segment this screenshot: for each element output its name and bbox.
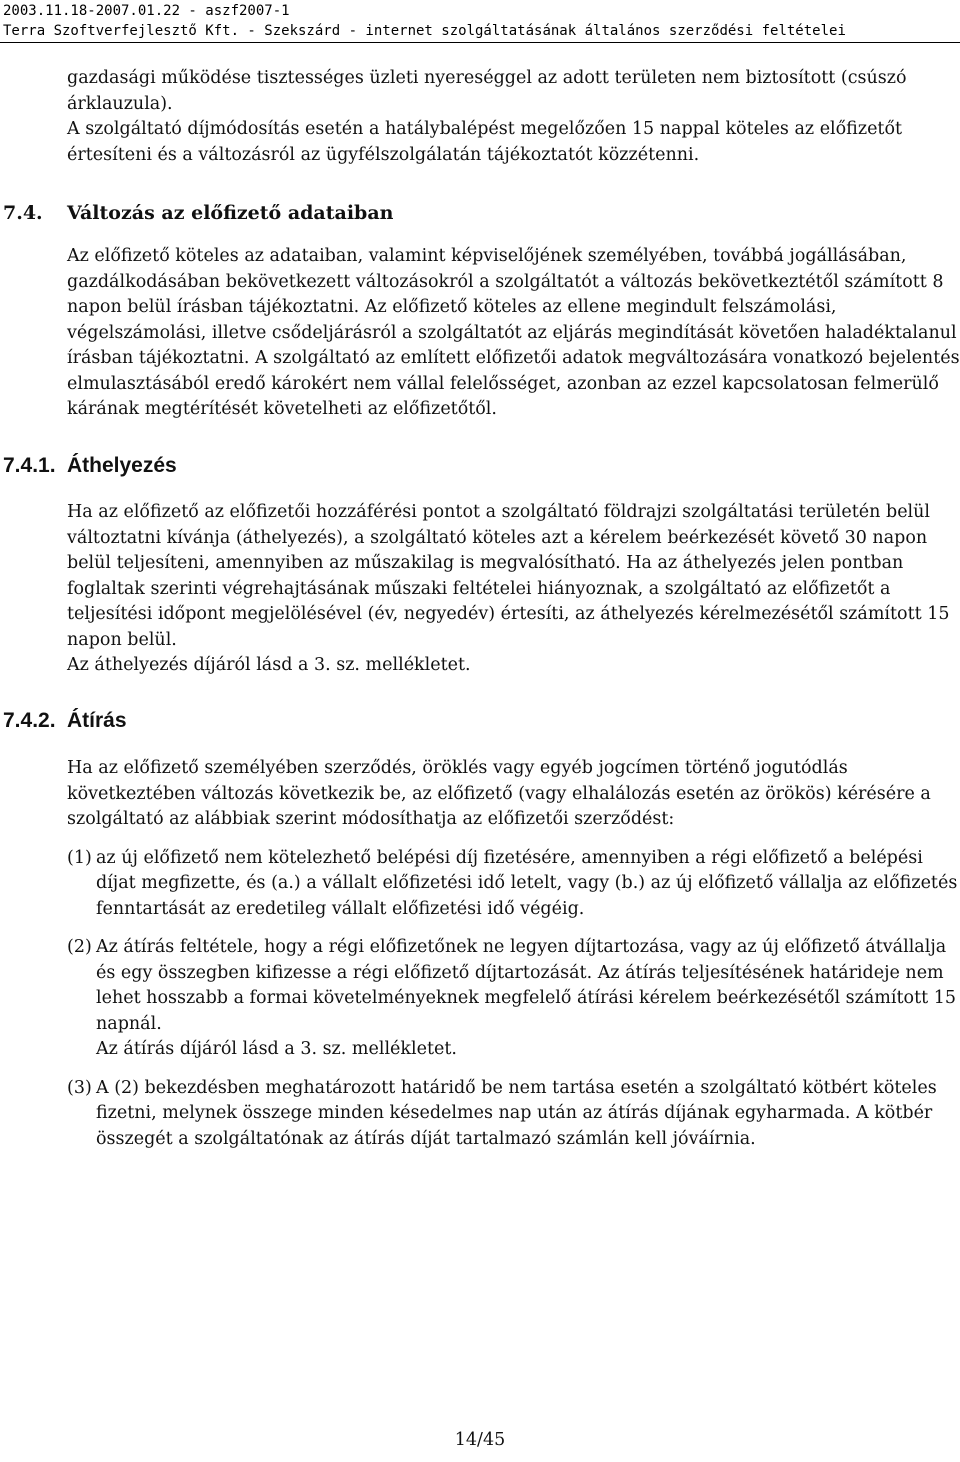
section-7-4-1-body — [67, 500, 960, 679]
list-marker: (3) — [67, 1077, 92, 1098]
intro-block — [67, 66, 960, 168]
section-number: 7.4.1. — [3, 454, 56, 477]
section-number: 7.4. — [3, 202, 43, 224]
intro-paragraph-1: gazdasági működése tisztességes üzleti nyereséggel az adott területen nem biztosított (csúszó árklauzula). — [67, 68, 907, 114]
list-item — [67, 935, 960, 1063]
header-line-1: 2003.11.18-2007.01.22 - aszf2007-1 — [3, 3, 290, 19]
section-7-4-body — [67, 244, 960, 423]
section-title: Átírás — [67, 709, 127, 732]
section-paragraph: Az előfizető köteles az adataiban, valamint képviselőjének személyében, továbbá jogállásában, gazdálkodásában bekövetkezett változásokról a szolgáltatót a változás bekövetkeztétől számított 8 napon belül írásban tájékoztatni. Az előfizető köteles az ellene megindult felszámolási, végelszámolási, illetve csődeljárásról a szolgáltatót az eljárás megindítását követően haladéktalanul írásban tájékoztatni. A szolgáltató az említett előfizetői adatok megváltozására vonatkozó bejelentés elmulasztásából eredő károkért nem vállal felelősséget, azonban az ezzel kapcsolatosan felmerülő kárának megtérítését követelheti az előfizetőtől. — [67, 246, 960, 419]
section-intro: Ha az előfizető személyében szerződés, öröklés vagy egyéb jogcímen történő jogutódlás következtében változás következik be, az előfizető (vagy elhalálozás esetén az örökös) kérésére a szolgáltató az alábbiak szerint módosíthatja az előfizetői szerződést: — [67, 758, 931, 829]
section-7-4-2-body — [67, 756, 960, 1152]
fee-note: Az áthelyezés díjáról lásd a 3. sz. mellékletet. — [67, 655, 471, 675]
section-7-4-heading — [3, 202, 393, 224]
section-paragraph: Ha az előfizető az előfizetői hozzáférési pontot a szolgáltató földrajzi szolgáltatási területén belül változtatni kívánja (áthelyezés), a szolgáltató köteles azt a kérelem beérkezését követő 30 napon belül teljesíteni, amennyiben az műszakilag is megvalósítható. Ha az áthelyezés jelen pontban foglaltak szerinti végrehajtásának műszaki feltételei hiányoznak, a szolgáltató az előfizetőt a teljesítési időpont megjelölésével (év, negyedév) értesíti, az áthelyezés kérelmezésétől számított 15 napon belül. — [67, 502, 950, 650]
list-marker: (1) — [67, 847, 92, 868]
header-line-2: Terra Szoftverfejlesztő Kft. - Szekszárd - internet szolgáltatásának általános szerződési feltételei — [3, 23, 846, 39]
section-number: 7.4.2. — [3, 709, 56, 732]
document-header — [3, 1, 846, 41]
list-item-text: Az átírás feltétele, hogy a régi előfizetőnek ne legyen díjtartozása, vagy az új előfizető átvállalja és egy összegben kifizesse a régi előfizető díjtartozását. Az átírás teljesítésének határideje nem lehet hosszabb a formai követelményeknek megfelelő átírási kérelem beérkezésétől számított 15 napnál. — [96, 937, 956, 1034]
list-item — [67, 1076, 960, 1153]
list-item-text: A (2) bekezdésben meghatározott határidő be nem tartása esetén a szolgáltató kötbért köteles fizetni, melynek összege minden késedelmes nap után az átírás díjának egyharmada. A kötbér összegét a szolgáltatónak az átírás díját tartalmazó számlán kell jóváírnia. — [96, 1077, 937, 1149]
section-title: Áthelyezés — [67, 454, 177, 477]
list-item-text: az új előfizető nem kötelezhető belépési díj fizetésére, amennyiben a régi előfizető a belépési díjat megfizette, és (a.) a vállalt előfizetési idő letelt, vagy (b.) az új előfizető vállalja az előfizetés fenntartását az eredetileg vállalt előfizetési idő végéig. — [96, 847, 958, 919]
section-title: Változás az előfizető adataiban — [67, 202, 394, 224]
list-marker: (2) — [67, 937, 92, 957]
page-number: 14/45 — [454, 1430, 506, 1450]
section-7-4-1-heading — [3, 454, 177, 478]
list-item-note: Az átírás díjáról lásd a 3. sz. mellékletet. — [96, 1039, 457, 1059]
intro-paragraph-2: A szolgáltató díjmódosítás esetén a hatálybalépést megelőzően 15 nappal köteles az előfizetőt értesíteni és a változásról az ügyfélszolgálatán tájékoztatót közzétenni. — [67, 119, 903, 165]
header-rule — [0, 42, 960, 43]
list-item — [67, 846, 960, 923]
section-7-4-2-heading — [3, 709, 127, 733]
